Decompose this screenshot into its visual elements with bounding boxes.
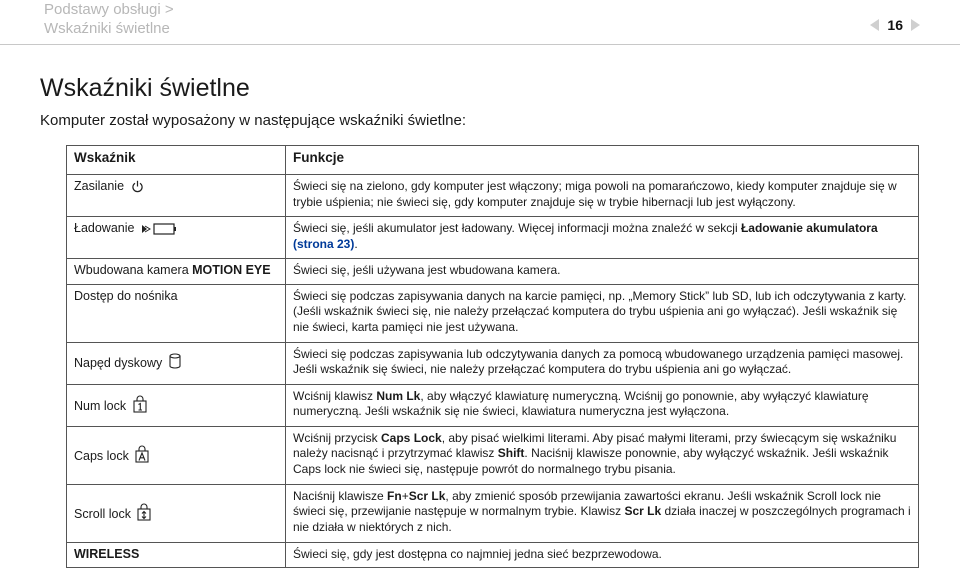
- indicator-label-bold: MOTION EYE: [192, 263, 271, 277]
- function-cell: Świeci się podczas zapisywania lub odczytywania danych za pomocą wbudowanego urządzenia pamięci masowej. Jeśli wskaźnik się świeci, nie należy przełączać komputera do trybu uśpienia ani go wyłączać.: [286, 342, 919, 384]
- key-plus: +: [401, 488, 409, 503]
- table-row: [67, 217, 919, 259]
- function-cell: Świeci się na zielono, gdy komputer jest włączony; miga powoli na pomarańczowo, kiedy komputer znajduje się w trybie uśpienia; nie świeci się, gdy komputer znajduje się w trybie hibernacji lub jest wyłączony.: [286, 175, 919, 217]
- table-row: [67, 484, 919, 542]
- page-header: [0, 0, 960, 44]
- key-name: Caps Lock: [381, 430, 442, 445]
- indicator-cell: [67, 342, 286, 384]
- key-name: Num Lk: [376, 388, 421, 403]
- function-cell: Świeci się, gdy jest dostępna co najmniej jedna sieć bezprzewodowa.: [286, 542, 919, 568]
- indicator-label: Num lock: [74, 398, 127, 413]
- indicator-label: Scroll lock: [74, 506, 131, 521]
- indicator-label: Zasilanie: [74, 179, 125, 193]
- function-text-end: .: [354, 236, 358, 251]
- indicator-label: Caps lock: [74, 448, 129, 463]
- battery-charge-icon: [141, 223, 177, 235]
- indicator-label: Ładowanie: [74, 221, 135, 235]
- indicator-cell: [67, 426, 286, 484]
- function-cell: [286, 484, 919, 542]
- scroll-lock-icon: [137, 503, 151, 521]
- disk-drive-icon: [169, 353, 181, 370]
- indicator-table: [66, 145, 919, 568]
- table-row: [67, 175, 919, 217]
- indicator-cell: [67, 484, 286, 542]
- indicator-cell: Dostęp do nośnika: [67, 284, 286, 342]
- function-text: , aby włączyć klawiaturę numeryczną. Wciśnij go ponownie, aby wyłączyć klawiaturę numeryczną. Jeśli wskaźnik się nie świeci, klawiatura numeryczna jest wyłączona.: [293, 388, 869, 418]
- page-number: 16: [887, 17, 903, 33]
- function-text: Wciśnij klawisz: [293, 388, 377, 403]
- pager: [870, 17, 920, 33]
- function-text: , aby zmienić sposób przewijania zawartości ekranu. Jeśli wskaźnik Scroll lock nie świeci się, przewijanie następuje w normalnym trybie. Klawisz: [293, 488, 881, 518]
- function-cell: [286, 217, 919, 259]
- intro-text: Komputer został wyposażony w następujące wskaźniki świetlne:: [40, 112, 467, 129]
- key-name: Shift: [497, 446, 525, 460]
- function-text: , aby pisać wielkimi literami. Aby pisać małymi literami, przy świecącym się wskaźniku należy nacisnąć i przytrzymać klawisz: [293, 430, 897, 460]
- indicator-cell: [67, 259, 286, 285]
- table-row: [67, 342, 919, 384]
- num-lock-icon: [133, 395, 147, 413]
- next-page-arrow-icon[interactable]: [911, 19, 920, 31]
- table-row: [67, 384, 919, 426]
- function-cell: [286, 426, 919, 484]
- table-row: [67, 426, 919, 484]
- function-text: Naciśnij klawisze: [293, 488, 388, 503]
- col-header-functions: Funkcje: [286, 146, 919, 175]
- indicator-label: Wbudowana kamera: [74, 263, 193, 277]
- breadcrumb-current: Wskaźniki świetlne: [44, 20, 170, 37]
- page-title: Wskaźniki świetlne: [40, 74, 250, 102]
- section-reference: Ładowanie akumulatora: [740, 221, 878, 235]
- power-icon: [131, 180, 144, 193]
- table-row: [67, 259, 919, 285]
- caps-lock-icon: [135, 445, 149, 463]
- previous-page-arrow-icon[interactable]: [870, 19, 879, 31]
- indicator-label: Napęd dyskowy: [74, 356, 163, 371]
- function-text: . Naciśnij klawisze ponownie, aby wyłączyć wskaźnik. Jeśli wskaźnik Caps lock nie świeci się, następuje powrót do normalnego trybu pisania.: [293, 446, 889, 476]
- function-text: Wciśnij przycisk: [293, 430, 382, 445]
- table-row: [67, 284, 919, 342]
- table-header-row: [67, 146, 919, 175]
- indicator-cell: WIRELESS: [67, 542, 286, 568]
- breadcrumb[interactable]: [44, 0, 174, 38]
- table-row: [67, 542, 919, 568]
- header-divider: [0, 44, 960, 45]
- function-cell: Świeci się podczas zapisywania danych na karcie pamięci, np. „Memory Stick” lub SD, lub ich odczytywania z karty. (Jeśli wskaźnik świeci się, nie należy przełączać komputera do trybu uśpienia ani go wyłączać). Jeśli wskaźnik się nie świeci, karta pamięci nie jest używana.: [286, 284, 919, 342]
- indicator-cell: [67, 384, 286, 426]
- page-link[interactable]: (strona 23): [293, 236, 355, 251]
- function-cell: [286, 384, 919, 426]
- indicator-cell: [67, 175, 286, 217]
- key-name: Fn: [387, 488, 402, 503]
- function-text: działa inaczej w poszczególnych programach i nie działa w niektórych z nich.: [293, 504, 911, 534]
- key-name: Scr Lk: [624, 504, 662, 518]
- key-name: Scr Lk: [408, 488, 446, 503]
- function-text: Świeci się, jeśli akumulator jest ładowany. Więcej informacji można znaleźć w sekcji: [293, 221, 741, 235]
- col-header-indicator: Wskaźnik: [67, 146, 286, 175]
- function-cell: Świeci się, jeśli używana jest wbudowana kamera.: [286, 259, 919, 285]
- indicator-cell: [67, 217, 286, 259]
- breadcrumb-parent[interactable]: Podstawy obsługi >: [44, 1, 174, 18]
